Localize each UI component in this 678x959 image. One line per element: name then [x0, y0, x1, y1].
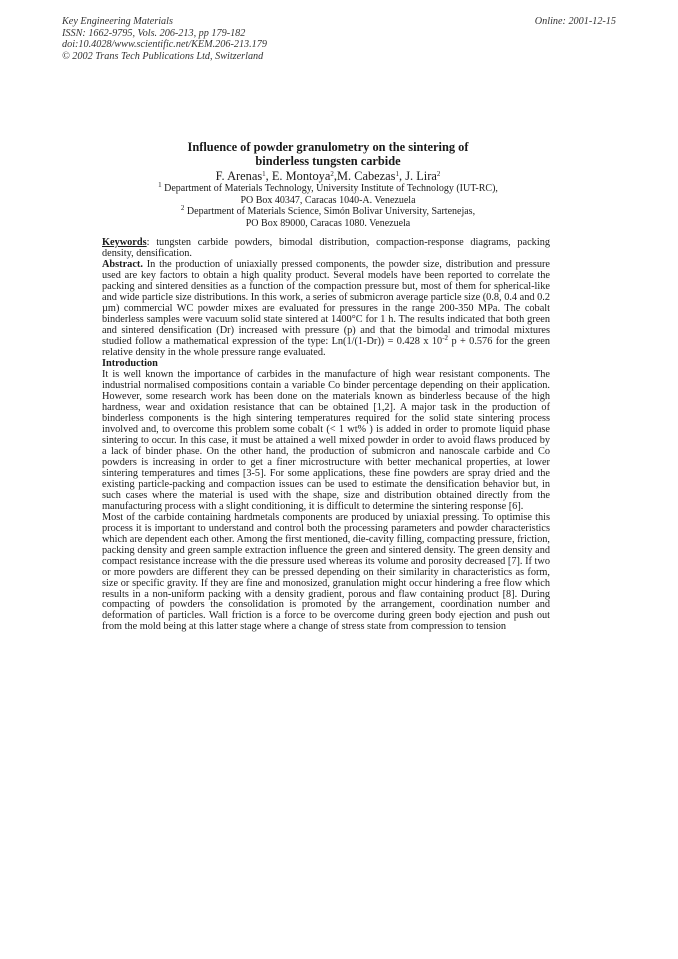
title-line-2: binderless tungsten carbide — [255, 154, 401, 168]
author-affiliation-mark: 2 — [436, 170, 441, 178]
author-list: F. Arenas$^1$, E. Montoya$^2$,M. Cabezas$^1$, J. Lira$^2$ — [215, 169, 441, 183]
author-name: J. Lira — [405, 169, 437, 183]
copyright-line: © 2002 Trans Tech Publications Ltd, Switzerland — [62, 50, 264, 62]
keywords-text: : tungsten carbide powders, bimodal distribution, compaction-response diagrams, packing density, densification. — [102, 237, 550, 259]
abstract-label: Abstract. — [102, 258, 143, 270]
introduction-paragraph-1: It is well known the importance of carbides in the manufacture of high wear resistant components. The industrial normalised compositions contain a variable Co binder percentage depending on their application. However, some research work has been done on the materials known as binderless because of the high hardness, wear and oxidation resistance that can be obtained [1,2]. A major task in the production of binderless components is the high sintering temperatures required for the solid state sintering process involved and, to overcome this problem some cobalt (< 1 wt% ) is added in order to promote liquid phase sintering to occur. In this case, it must be attained a well mixed powder in order to avoid flaws produced by a lack of binder phase. On the other hand, the production of submicron and nanoscale carbide and Co powders is increasing in order to get a finer microstructure with better mechanical properties, at lower sintering temperatures and times [3-5]. For some applications, these fine powders are spray dried and the existing particle-packing and compaction issues can be used to estimate the densification behavior but, in such cases where the material is used with the shape, size and distribution obtained directly from the manufacturing process with a slight conditioning, it is difficult to determine the sintering response [6]. — [102, 368, 550, 512]
affiliation-1 — [100, 183, 556, 206]
author-affiliation-mark: 1 — [395, 170, 399, 178]
affiliation-number: 1 — [158, 181, 162, 189]
paper-title — [100, 140, 556, 168]
keywords-paragraph — [102, 237, 550, 259]
paper-body — [102, 237, 550, 632]
title-line-1: Influence of powder granulometry on the sintering of — [187, 140, 469, 154]
author-name: M. Cabezas — [336, 169, 396, 183]
abstract-text-end: p + 0.576 for the green relative density in the whole pressure range evaluated. — [102, 335, 550, 358]
introduction-heading: Introduction — [102, 357, 158, 369]
keywords-label: Keywords — [102, 237, 147, 248]
title-block — [100, 140, 556, 229]
online-date: Online: 2001-12-15 — [534, 16, 616, 27]
author-name: E. Montoya — [271, 169, 331, 183]
doi-line: doi:10.4028/www.scientific.net/KEM.206-213.179 — [62, 39, 267, 51]
introduction-paragraph-2: Most of the carbide containing hardmetals components are produced by uniaxial pressing. To optimise this process it is important to understand and control both the processing parameters and powder characteristics which are dependent each other. Among the first mentioned, die-cavity filling, compacting pressure, friction, packing density and green sample extraction influence the green and sintered density. The green density and compact resistance increase with the die pressure used whereas its volume and porosity decreased [7]. If two or more powders are different they can be pressed depending on their similarity in characteristics as form, size or specific gravity. If they are fine and monosized, granulation might occur hindering a free flow which results in a non-uniform packing with a density gradient, porous and flaw containing product [8]. During compacting of powders the consolidation is promoted by the arrangement, coordination number and deformation of particles. Wall friction is a force to be overcome during green body ejection and push out from the mold being at this latter stage where a change of stress state from compression to tension — [102, 511, 550, 633]
affiliation-line: Department of Materials Science, Simón Bolivar University, Sartenejas, — [186, 206, 476, 218]
author-affiliation-mark: 2 — [330, 170, 334, 178]
abstract-exponent: -2 — [442, 333, 449, 342]
affiliation-line: PO Box 40347, Caracas 1040-A. Venezuela — [240, 194, 416, 206]
abstract-paragraph — [102, 259, 550, 358]
affiliation-line: PO Box 89000, Caracas 1080. Venezuela — [245, 217, 411, 229]
abstract-text: In the production of uniaxially pressed components, the powder size, distribution and pressure used are key factors to obtain a high quality product. Several models have been reported to correlate the packing and sintered densities as a function of the compaction pressure but, most of them for spherical-like and wide particle size distributions. In this work, a series of submicron average particle size (0.8, 0.4 and 0.2 µm) commercial WC powder mixes are evaluated for pressures in the range 200-350 MPa. The cobalt binderless samples were vacuum solid state sintered at 1400°C for 1 h. The results indicated that both green and sintered densification (Dr) increased with pressure (p) and that the bimodal and trimodal mixtures studied follow a mathematical expression of the type: Ln(1/(1-Dr)) = 0.428 x 10 — [102, 258, 550, 347]
affiliation-number: 2 — [180, 204, 185, 213]
journal-header — [62, 16, 616, 62]
journal-name: Key Engineering Materials — [62, 16, 173, 27]
author-name: F. Arenas — [215, 169, 263, 183]
author-affiliation-mark: 1 — [262, 170, 266, 178]
issn-line: ISSN: 1662-9795, Vols. 206-213, pp 179-182 — [62, 27, 246, 39]
affiliation-line: Department of Materials Technology, University Institute of Technology (IUT-RC), — [164, 183, 498, 194]
affiliation-2 — [100, 206, 556, 229]
